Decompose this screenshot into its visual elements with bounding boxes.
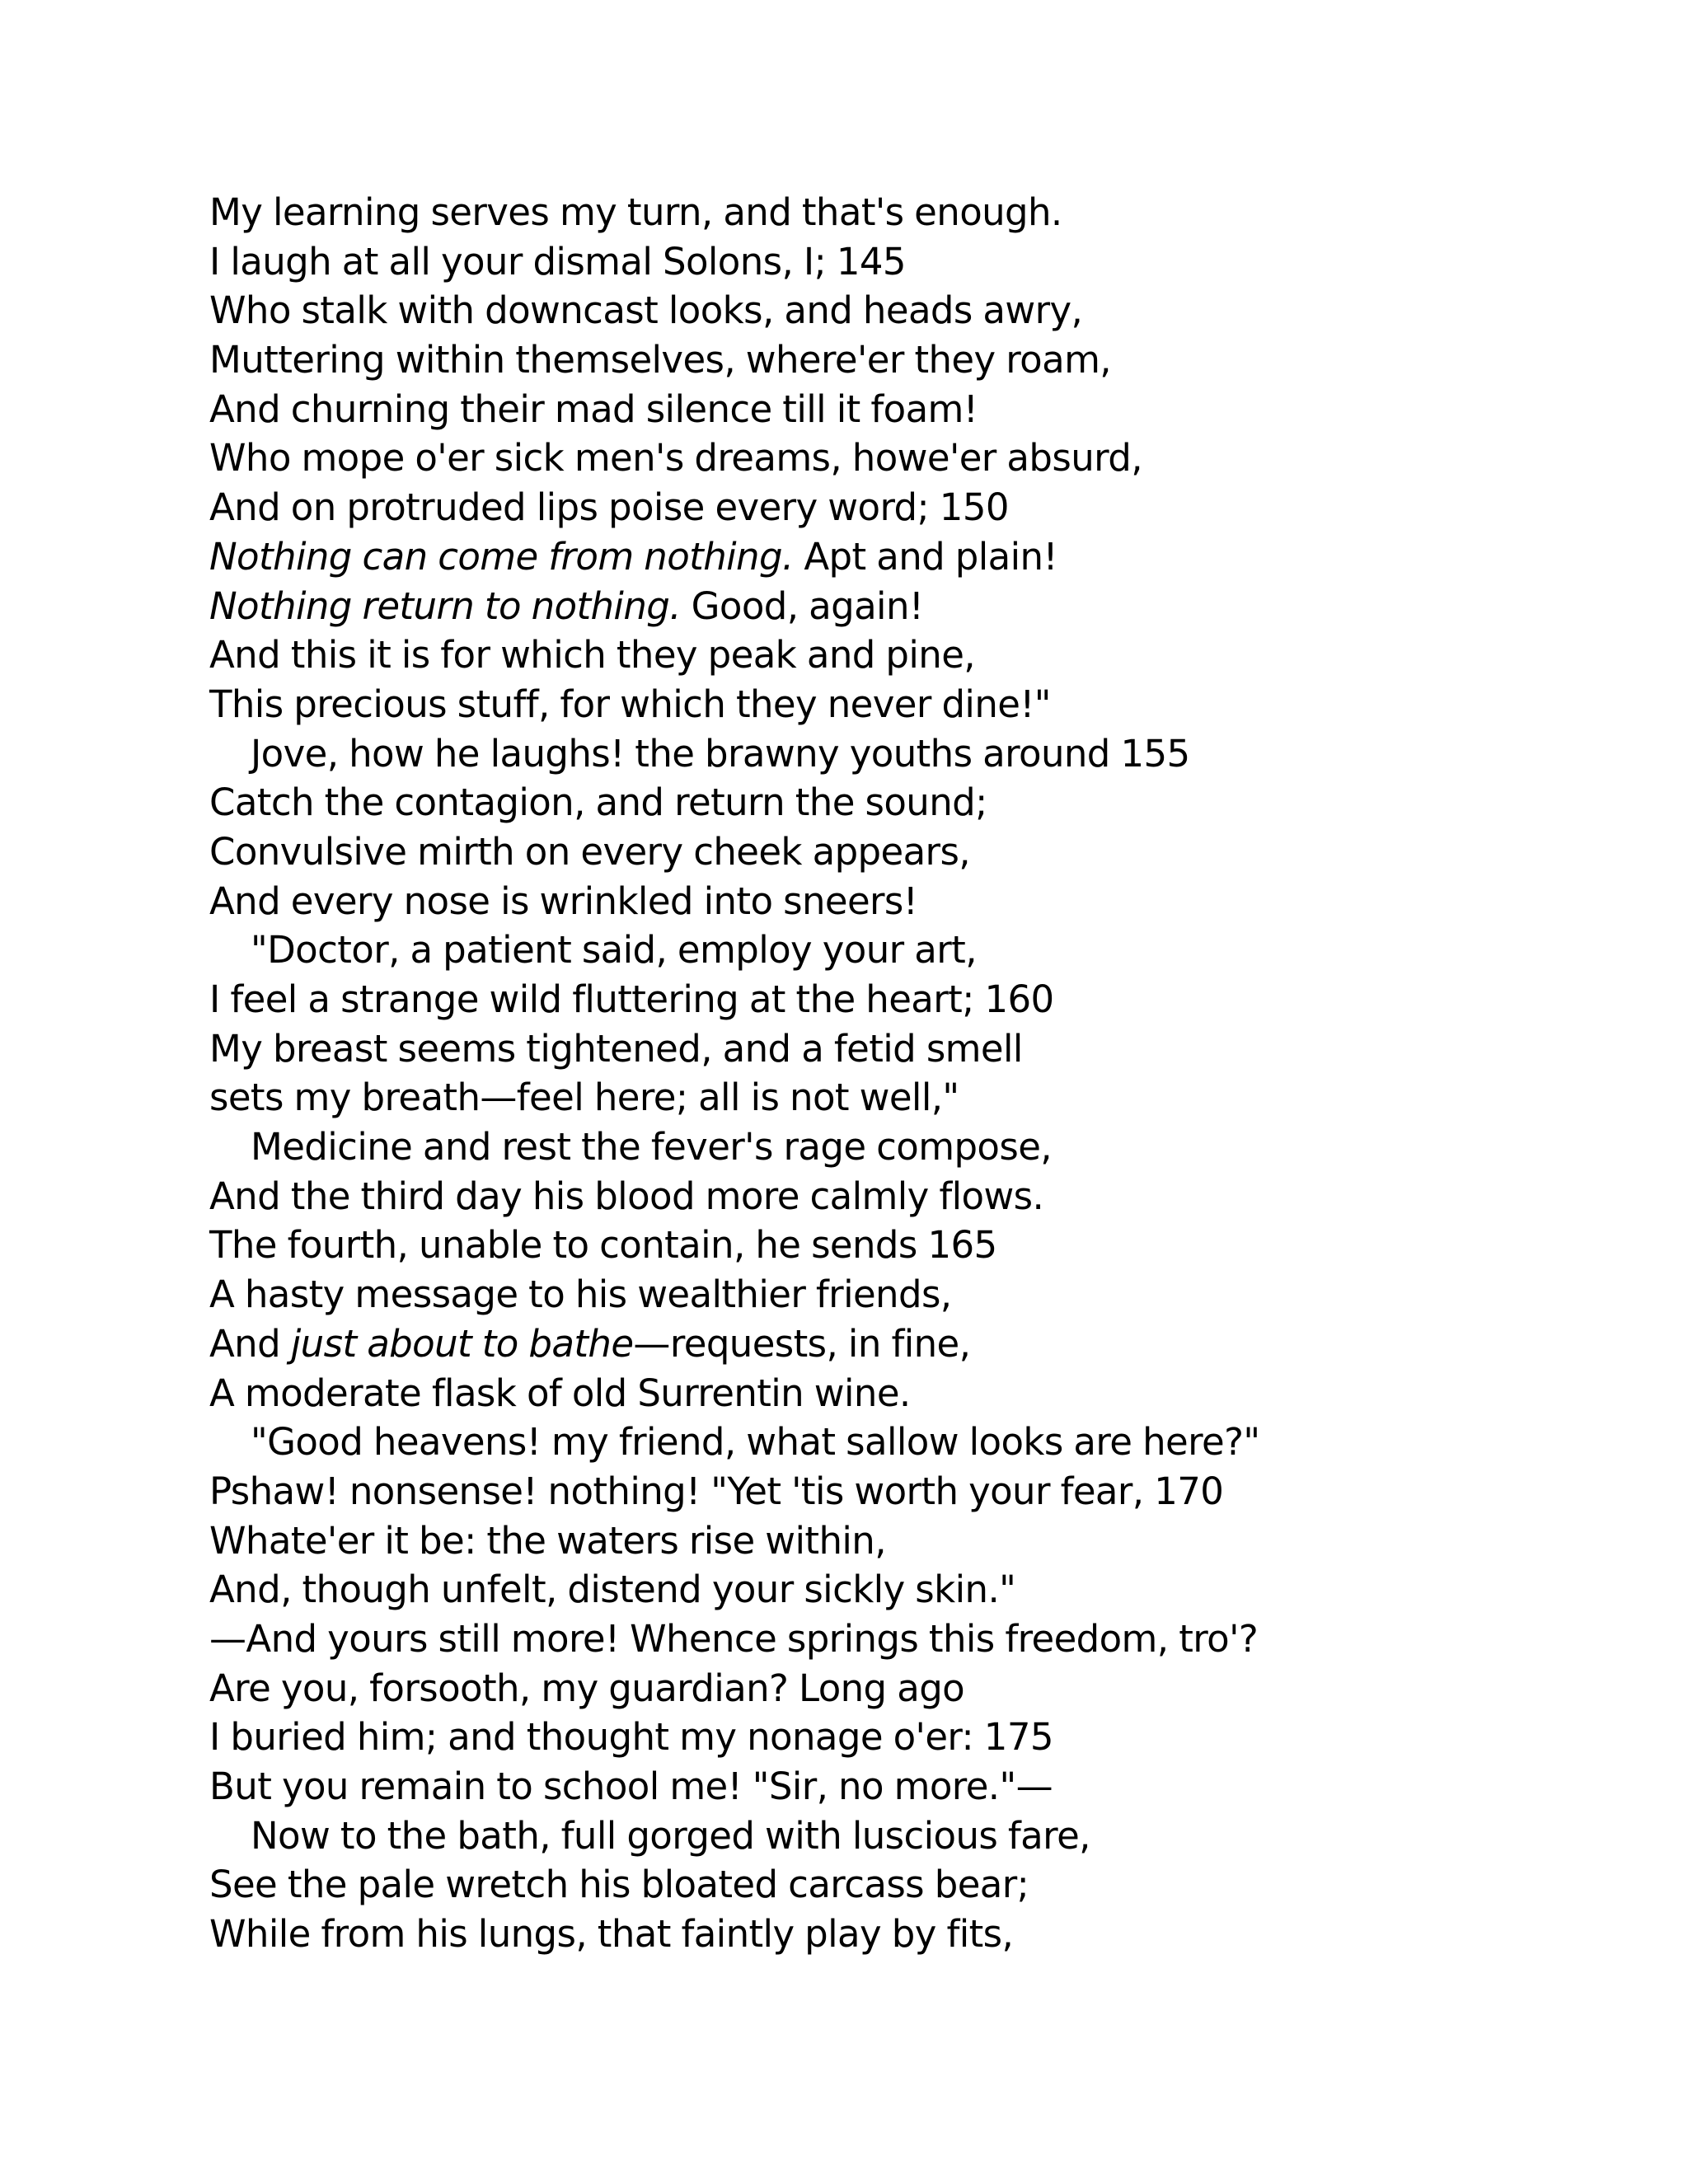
poem-line: [209, 1860, 1611, 1910]
poem-line: [209, 1172, 1611, 1221]
poem-line: [209, 1122, 1611, 1172]
poem-line: [209, 1664, 1611, 1713]
line-text: My learning serves my turn, and that's enough.: [209, 190, 1062, 234]
line-text: I feel a strange wild fluttering at the heart; 160: [209, 977, 1054, 1021]
line-text: This precious stuff, for which they never dine!": [209, 682, 1051, 726]
poem-line: [209, 1319, 1611, 1369]
line-text: And every nose is wrinkled into sneers!: [209, 879, 918, 923]
line-text: And churning their mad silence till it foam!: [209, 387, 978, 431]
italic-text: just about to bathe: [290, 1321, 634, 1366]
poem-line: [209, 1221, 1611, 1270]
poem-line: [209, 1418, 1611, 1467]
line-text: But you remain to school me! "Sir, no more."—: [209, 1765, 1053, 1808]
poem-line: [209, 1762, 1611, 1811]
poem-line: [209, 877, 1611, 926]
italic-text: Nothing can come from nothing.: [209, 534, 794, 579]
line-text: "Doctor, a patient said, employ your art,: [251, 928, 977, 972]
line-text: My breast seems tightened, and a fetid smell: [209, 1026, 1023, 1071]
poem-line: [209, 1467, 1611, 1516]
line-text: Are you, forsooth, my guardian? Long ago: [209, 1666, 965, 1710]
poem-line: [209, 680, 1611, 729]
line-text: Jove, how he laughs! the brawny youths around 155: [251, 731, 1190, 776]
poem-line: [209, 926, 1611, 975]
line-text: I laugh at all your dismal Solons, I; 145: [209, 239, 906, 284]
poem-line: [209, 335, 1611, 385]
line-text: sets my breath—feel here; all is not well,": [209, 1076, 959, 1120]
line-text: See the pale wretch his bloated carcass bear;: [209, 1863, 1029, 1907]
italic-text: Nothing return to nothing.: [209, 583, 681, 628]
poem-line: [209, 434, 1611, 483]
line-text: The fourth, unable to contain, he sends 165: [209, 1223, 997, 1268]
poem-line: [209, 1811, 1611, 1861]
line-text: I buried him; and thought my nonage o'er: 175: [209, 1715, 1053, 1760]
line-text: Catch the contagion, and return the sound;: [209, 780, 987, 825]
poem-line: [209, 778, 1611, 827]
poem-line: [209, 1270, 1611, 1319]
line-text: And this it is for which they peak and pine,: [209, 633, 975, 677]
poem-line: [209, 188, 1611, 237]
poem-line: [209, 1713, 1611, 1762]
poem-text: [209, 188, 1611, 1959]
poem-line: [209, 1073, 1611, 1122]
poem-line: [209, 827, 1611, 877]
poem-line: [209, 1910, 1611, 1959]
line-text: And, though unfelt, distend your sickly skin.": [209, 1568, 1016, 1612]
line-text: While from his lungs, that faintly play by fits,: [209, 1912, 1014, 1957]
line-text: Good, again!: [680, 583, 924, 628]
poem-line: [209, 582, 1611, 631]
poem-line: [209, 1565, 1611, 1615]
line-text: A hasty message to his wealthier friends,: [209, 1272, 952, 1317]
poem-line: [209, 237, 1611, 287]
line-text: Apt and plain!: [793, 534, 1057, 579]
line-text: And on protruded lips poise every word; 150: [209, 485, 1009, 530]
poem-line: [209, 1369, 1611, 1418]
line-text: Pshaw! nonsense! nothing! "Yet 'tis worth your fear, 170: [209, 1469, 1224, 1513]
poem-line: [209, 385, 1611, 434]
poem-line: [209, 1024, 1611, 1074]
line-text: Who mope o'er sick men's dreams, howe'er absurd,: [209, 436, 1142, 480]
poem-line: [209, 975, 1611, 1024]
line-text: A moderate flask of old Surrentin wine.: [209, 1371, 911, 1415]
line-text: And: [209, 1321, 291, 1366]
line-text: Convulsive mirth on every cheek appears,: [209, 829, 971, 874]
poem-line: [209, 1516, 1611, 1566]
poem-line: [209, 1615, 1611, 1664]
line-text: "Good heavens! my friend, what sallow looks are here?": [251, 1420, 1260, 1465]
poem-line: [209, 532, 1611, 582]
line-text: Now to the bath, full gorged with luscious fare,: [251, 1813, 1090, 1858]
line-text: Who stalk with downcast looks, and heads awry,: [209, 288, 1083, 333]
poem-line: [209, 729, 1611, 779]
line-text: Medicine and rest the fever's rage compose,: [251, 1125, 1052, 1169]
line-text: —requests, in fine,: [633, 1321, 971, 1366]
poem-line: [209, 630, 1611, 680]
line-text: And the third day his blood more calmly flows.: [209, 1174, 1044, 1218]
poem-line: [209, 483, 1611, 532]
line-text: Whate'er it be: the waters rise within,: [209, 1518, 886, 1563]
line-text: —And yours still more! Whence springs this freedom, tro'?: [209, 1616, 1259, 1661]
poem-line: [209, 286, 1611, 335]
line-text: Muttering within themselves, where'er they roam,: [209, 338, 1112, 382]
